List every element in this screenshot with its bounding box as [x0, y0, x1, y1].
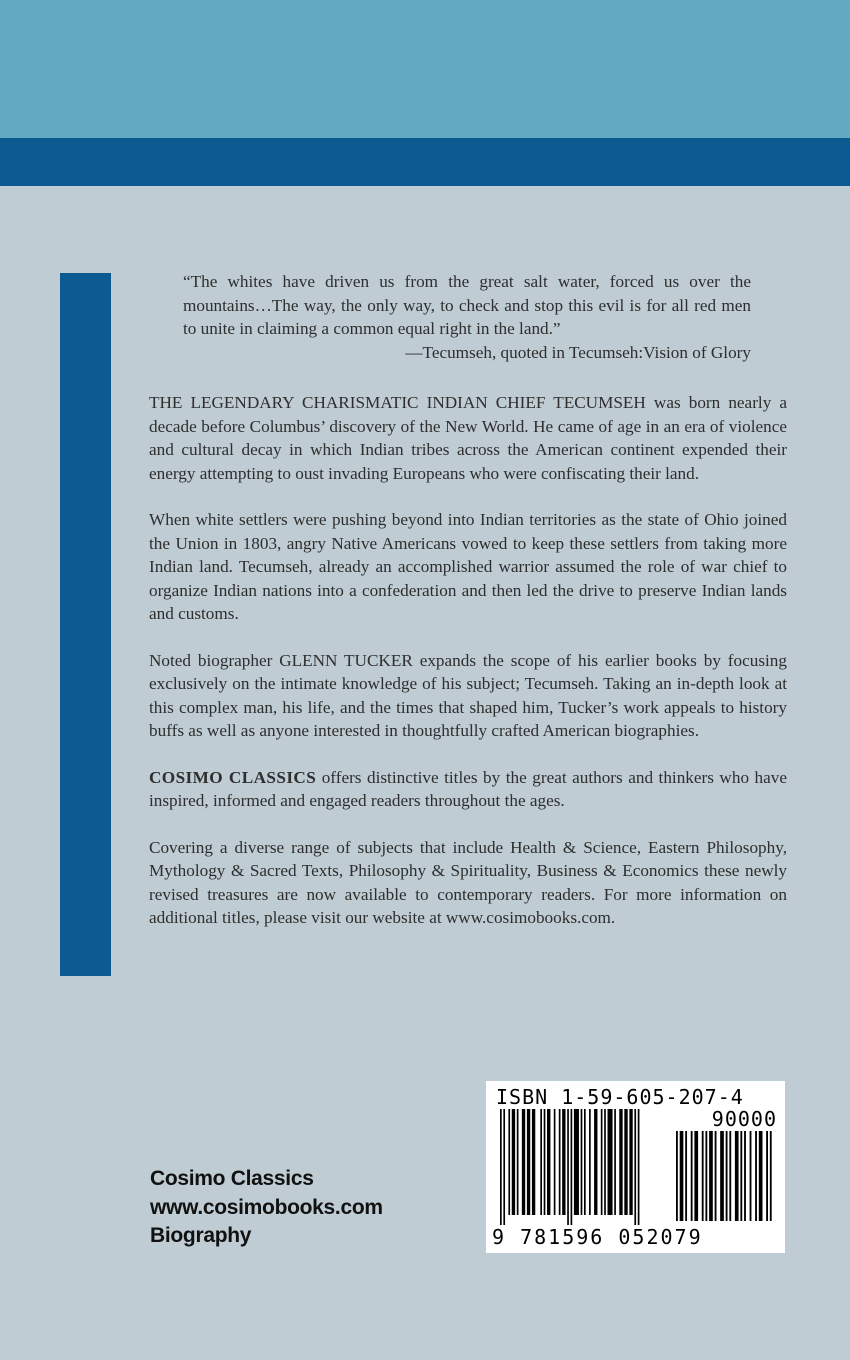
epigraph-attribution: —Tecumseh, quoted in Tecumseh:Vision of Glory [405, 342, 751, 362]
barcode-bar [584, 1109, 586, 1215]
publisher-paragraph-text: offers distinctive titles by the great authors and thinkers who have inspired, informed and engaged readers throughout the ages. [149, 767, 787, 810]
barcode-bar [744, 1131, 746, 1221]
barcode-bar [512, 1109, 515, 1215]
addon-barcode-bars [676, 1131, 776, 1223]
barcode-bar [759, 1131, 763, 1221]
price-addon-code: 90000 [711, 1107, 777, 1131]
barcode-bar [638, 1109, 640, 1225]
isbn-barcode [486, 1081, 785, 1253]
barcode-bar [554, 1109, 556, 1215]
barcode-bar [729, 1131, 731, 1221]
publisher-website: www.cosimobooks.com [150, 1195, 383, 1219]
left-accent-bar [60, 273, 111, 976]
publisher-info [150, 1165, 383, 1251]
back-cover-copy [149, 270, 787, 930]
barcode-bar [720, 1131, 724, 1221]
barcode-bar [691, 1131, 693, 1221]
barcode-bar [624, 1109, 627, 1215]
barcode-bar [735, 1131, 739, 1221]
dark-blue-band [0, 138, 850, 186]
barcode-bar [705, 1131, 707, 1221]
barcode-bar [709, 1131, 713, 1221]
top-color-band [0, 0, 850, 138]
barcode-bar [634, 1109, 636, 1225]
barcode-bar [601, 1109, 603, 1215]
imprint-name: Cosimo Classics [150, 1167, 314, 1190]
description-paragraph-3: Noted biographer GLENN TUCKER expands the scope of his earlier books by focusing exclusively on the intimate knowledge of his subject; Tecumseh. Taking an in-depth look at this complex man, his life, and the times that shaped him, Tucker’s work appeals to history buffs as well as anyone interested in thoughtfully crafted American biographies. [149, 650, 787, 740]
publisher-brand-name: COSIMO CLASSICS [149, 767, 317, 787]
barcode-bar [567, 1109, 569, 1225]
barcode-bar [770, 1131, 772, 1221]
barcode-bar [608, 1109, 613, 1215]
ean-number: 9 781596 052079 [492, 1225, 703, 1249]
barcode-bar [547, 1109, 550, 1215]
isbn-label: ISBN 1-59-605-207-4 [496, 1085, 744, 1109]
publisher-paragraph [149, 766, 787, 813]
barcode-bar [629, 1109, 632, 1215]
barcode-bar [574, 1109, 579, 1215]
barcode-bar [750, 1131, 752, 1221]
barcode-bar [594, 1109, 597, 1215]
barcode-bar [726, 1131, 728, 1221]
barcode-bar [589, 1109, 591, 1215]
description-paragraph-2: When white settlers were pushing beyond into Indian territories as the state of Ohio joined the Union in 1803, angry Native Americans vowed to keep these settlers from taking more Indian land. Tecumseh, already an accomplished warrior assumed the role of war chief to organize Indian nations into a confederation and then led the drive to preserve Indian lands and customs. [149, 510, 787, 623]
book-category: Biography [150, 1224, 252, 1247]
barcode-bar [559, 1109, 561, 1215]
barcode-bar [676, 1131, 678, 1221]
barcode-bar [715, 1131, 717, 1221]
barcode-bar [522, 1109, 525, 1215]
barcode-bar [680, 1131, 684, 1221]
barcode-bar [503, 1109, 505, 1225]
barcode-bar [571, 1109, 573, 1225]
barcode-bar [544, 1109, 546, 1215]
barcode-bar [581, 1109, 583, 1215]
barcode-bar [604, 1109, 606, 1215]
barcode-bar [766, 1131, 768, 1221]
barcode-bar [562, 1109, 565, 1215]
series-paragraph: Covering a diverse range of subjects that include Health & Science, Eastern Philosophy, Mythology & Sacred Texts, Philosophy & Spirituality, Business & Economics these newly revised treasures are now available to contemporary readers. For more information on additional titles, please visit our website at www.cosimobooks.com. [149, 837, 787, 927]
barcode-bar [619, 1109, 622, 1215]
barcode-bar [508, 1109, 510, 1215]
barcode-bar [740, 1131, 742, 1221]
ean-barcode-bars [500, 1109, 670, 1227]
barcode-bar [500, 1109, 502, 1225]
barcode-bar [517, 1109, 519, 1215]
barcode-bar [694, 1131, 698, 1221]
barcode-bar [685, 1131, 687, 1221]
barcode-bar [755, 1131, 757, 1221]
description-paragraph-1: THE LEGENDARY CHARISMATIC INDIAN CHIEF TECUMSEH was born nearly a decade before Columbus’ discovery of the New World. He came of age in an era of violence and cultural decay in which Indian tribes across the American continent expended their energy attempting to oust invading Europeans who were confiscating their land. [149, 393, 787, 483]
barcode-bar [532, 1109, 535, 1215]
barcode-bar [614, 1109, 616, 1215]
barcode-bar [540, 1109, 542, 1215]
barcode-bar [702, 1131, 704, 1221]
barcode-bar [527, 1109, 530, 1215]
epigraph-quote: “The whites have driven us from the great salt water, forced us over the mountains…The way, the only way, to check and stop this evil is for all red men to unite in claiming a common equal right in the land.” [183, 272, 751, 338]
